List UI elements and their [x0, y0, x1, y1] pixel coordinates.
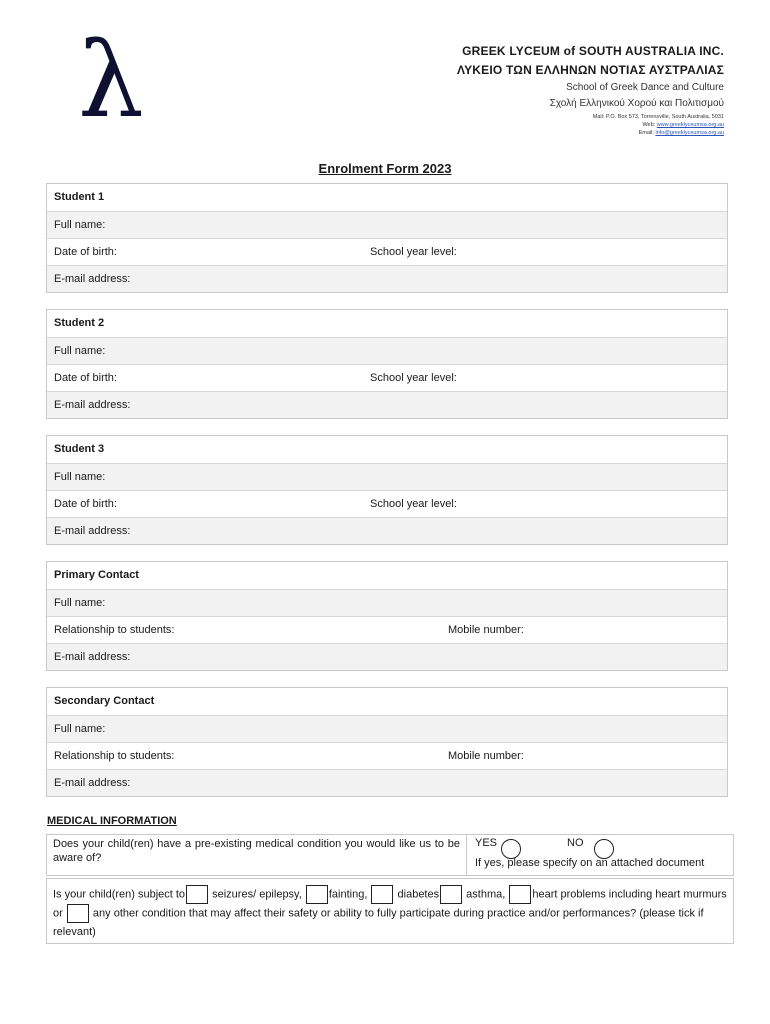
email-field[interactable]: E-mail address:	[47, 391, 727, 418]
secondary-contact-section	[46, 687, 728, 797]
org-email: Email: info@greeklyceumsa.org.au	[638, 130, 724, 136]
date-of-birth-field[interactable]: Date of birth: School year level:	[47, 238, 727, 265]
org-subtitle-english: School of Greek Dance and Culture	[566, 82, 724, 93]
email-field[interactable]: E-mail address:	[47, 643, 727, 670]
date-of-birth-field[interactable]: Date of birth: School year level:	[47, 490, 727, 517]
organisation-header	[324, 44, 724, 137]
org-name-english: GREEK LYCEUM of SOUTH AUSTRALIA INC.	[462, 44, 724, 58]
no-radio[interactable]	[594, 839, 614, 859]
org-subtitle-greek: Σχολή Ελληνικού Χορού και Πολιτισμού	[549, 98, 724, 109]
form-title: Enrolment Form 2023	[318, 161, 452, 176]
school-year-level-label: School year level:	[370, 246, 457, 258]
other-condition-checkbox[interactable]	[67, 904, 89, 923]
yes-radio[interactable]	[501, 839, 521, 859]
org-web: Web: www.greeklyceumsa.org.au	[642, 122, 724, 128]
full-name-field[interactable]: Full name:	[47, 715, 727, 742]
asthma-checkbox[interactable]	[440, 885, 462, 904]
email-field[interactable]: E-mail address:	[47, 769, 727, 796]
full-name-field[interactable]: Full name:	[47, 463, 727, 490]
mobile-number-label: Mobile number:	[448, 750, 524, 762]
full-name-field[interactable]: Full name:	[47, 211, 727, 238]
fainting-checkbox[interactable]	[306, 885, 328, 904]
email-field[interactable]: E-mail address:	[47, 265, 727, 292]
lyceum-logo: λ	[78, 19, 144, 141]
relationship-field[interactable]: Relationship to students: Mobile number:	[47, 616, 727, 643]
section-heading: Secondary Contact	[47, 688, 727, 715]
student-3-section	[46, 435, 728, 545]
relationship-field[interactable]: Relationship to students: Mobile number:	[47, 742, 727, 769]
section-heading: Student 3	[47, 436, 727, 463]
medical-question-2: Is your child(ren) subject to seizures/ epilepsy, fainting, diabetes asthma, heart problems including heart murmurs or any other condition that may affect their safety or ability to fully participate during practice and/or performances? (please tick if relevant)	[46, 878, 734, 944]
org-web-link[interactable]: www.greeklyceumsa.org.au	[656, 122, 724, 128]
full-name-field[interactable]: Full name:	[47, 337, 727, 364]
heart-problems-checkbox[interactable]	[509, 885, 531, 904]
date-of-birth-field[interactable]: Date of birth: School year level:	[47, 364, 727, 391]
mobile-number-label: Mobile number:	[448, 624, 524, 636]
specify-note: If yes, please specify on an attached document	[475, 857, 705, 869]
org-mail-address: Mail: P.O. Box 573, Torrensville, South Australia, 5031	[592, 114, 724, 120]
school-year-level-label: School year level:	[370, 498, 457, 510]
no-label: NO	[567, 837, 584, 849]
section-heading: Student 2	[47, 310, 727, 337]
primary-contact-section	[46, 561, 728, 671]
medical-question-1	[46, 834, 734, 876]
medical-question-1-answer	[467, 835, 733, 875]
diabetes-checkbox[interactable]	[371, 885, 393, 904]
section-heading: Student 1	[47, 184, 727, 211]
medical-information-heading: MEDICAL INFORMATION	[47, 815, 177, 827]
school-year-level-label: School year level:	[370, 372, 457, 384]
student-1-section	[46, 183, 728, 293]
medical-question-1-text: Does your child(ren) have a pre-existing medical condition you would like us to be aware of?	[47, 835, 467, 875]
seizures-checkbox[interactable]	[186, 885, 208, 904]
email-field[interactable]: E-mail address:	[47, 517, 727, 544]
org-name-greek: ΛΥΚΕΙΟ ΤΩΝ ΕΛΛΗΝΩΝ ΝΟΤΙΑΣ ΑΥΣΤΡΑΛΙΑΣ	[456, 63, 724, 77]
org-email-link[interactable]: info@greeklyceumsa.org.au	[655, 130, 724, 136]
full-name-field[interactable]: Full name:	[47, 589, 727, 616]
section-heading: Primary Contact	[47, 562, 727, 589]
student-2-section	[46, 309, 728, 419]
yes-label: YES	[475, 837, 498, 849]
